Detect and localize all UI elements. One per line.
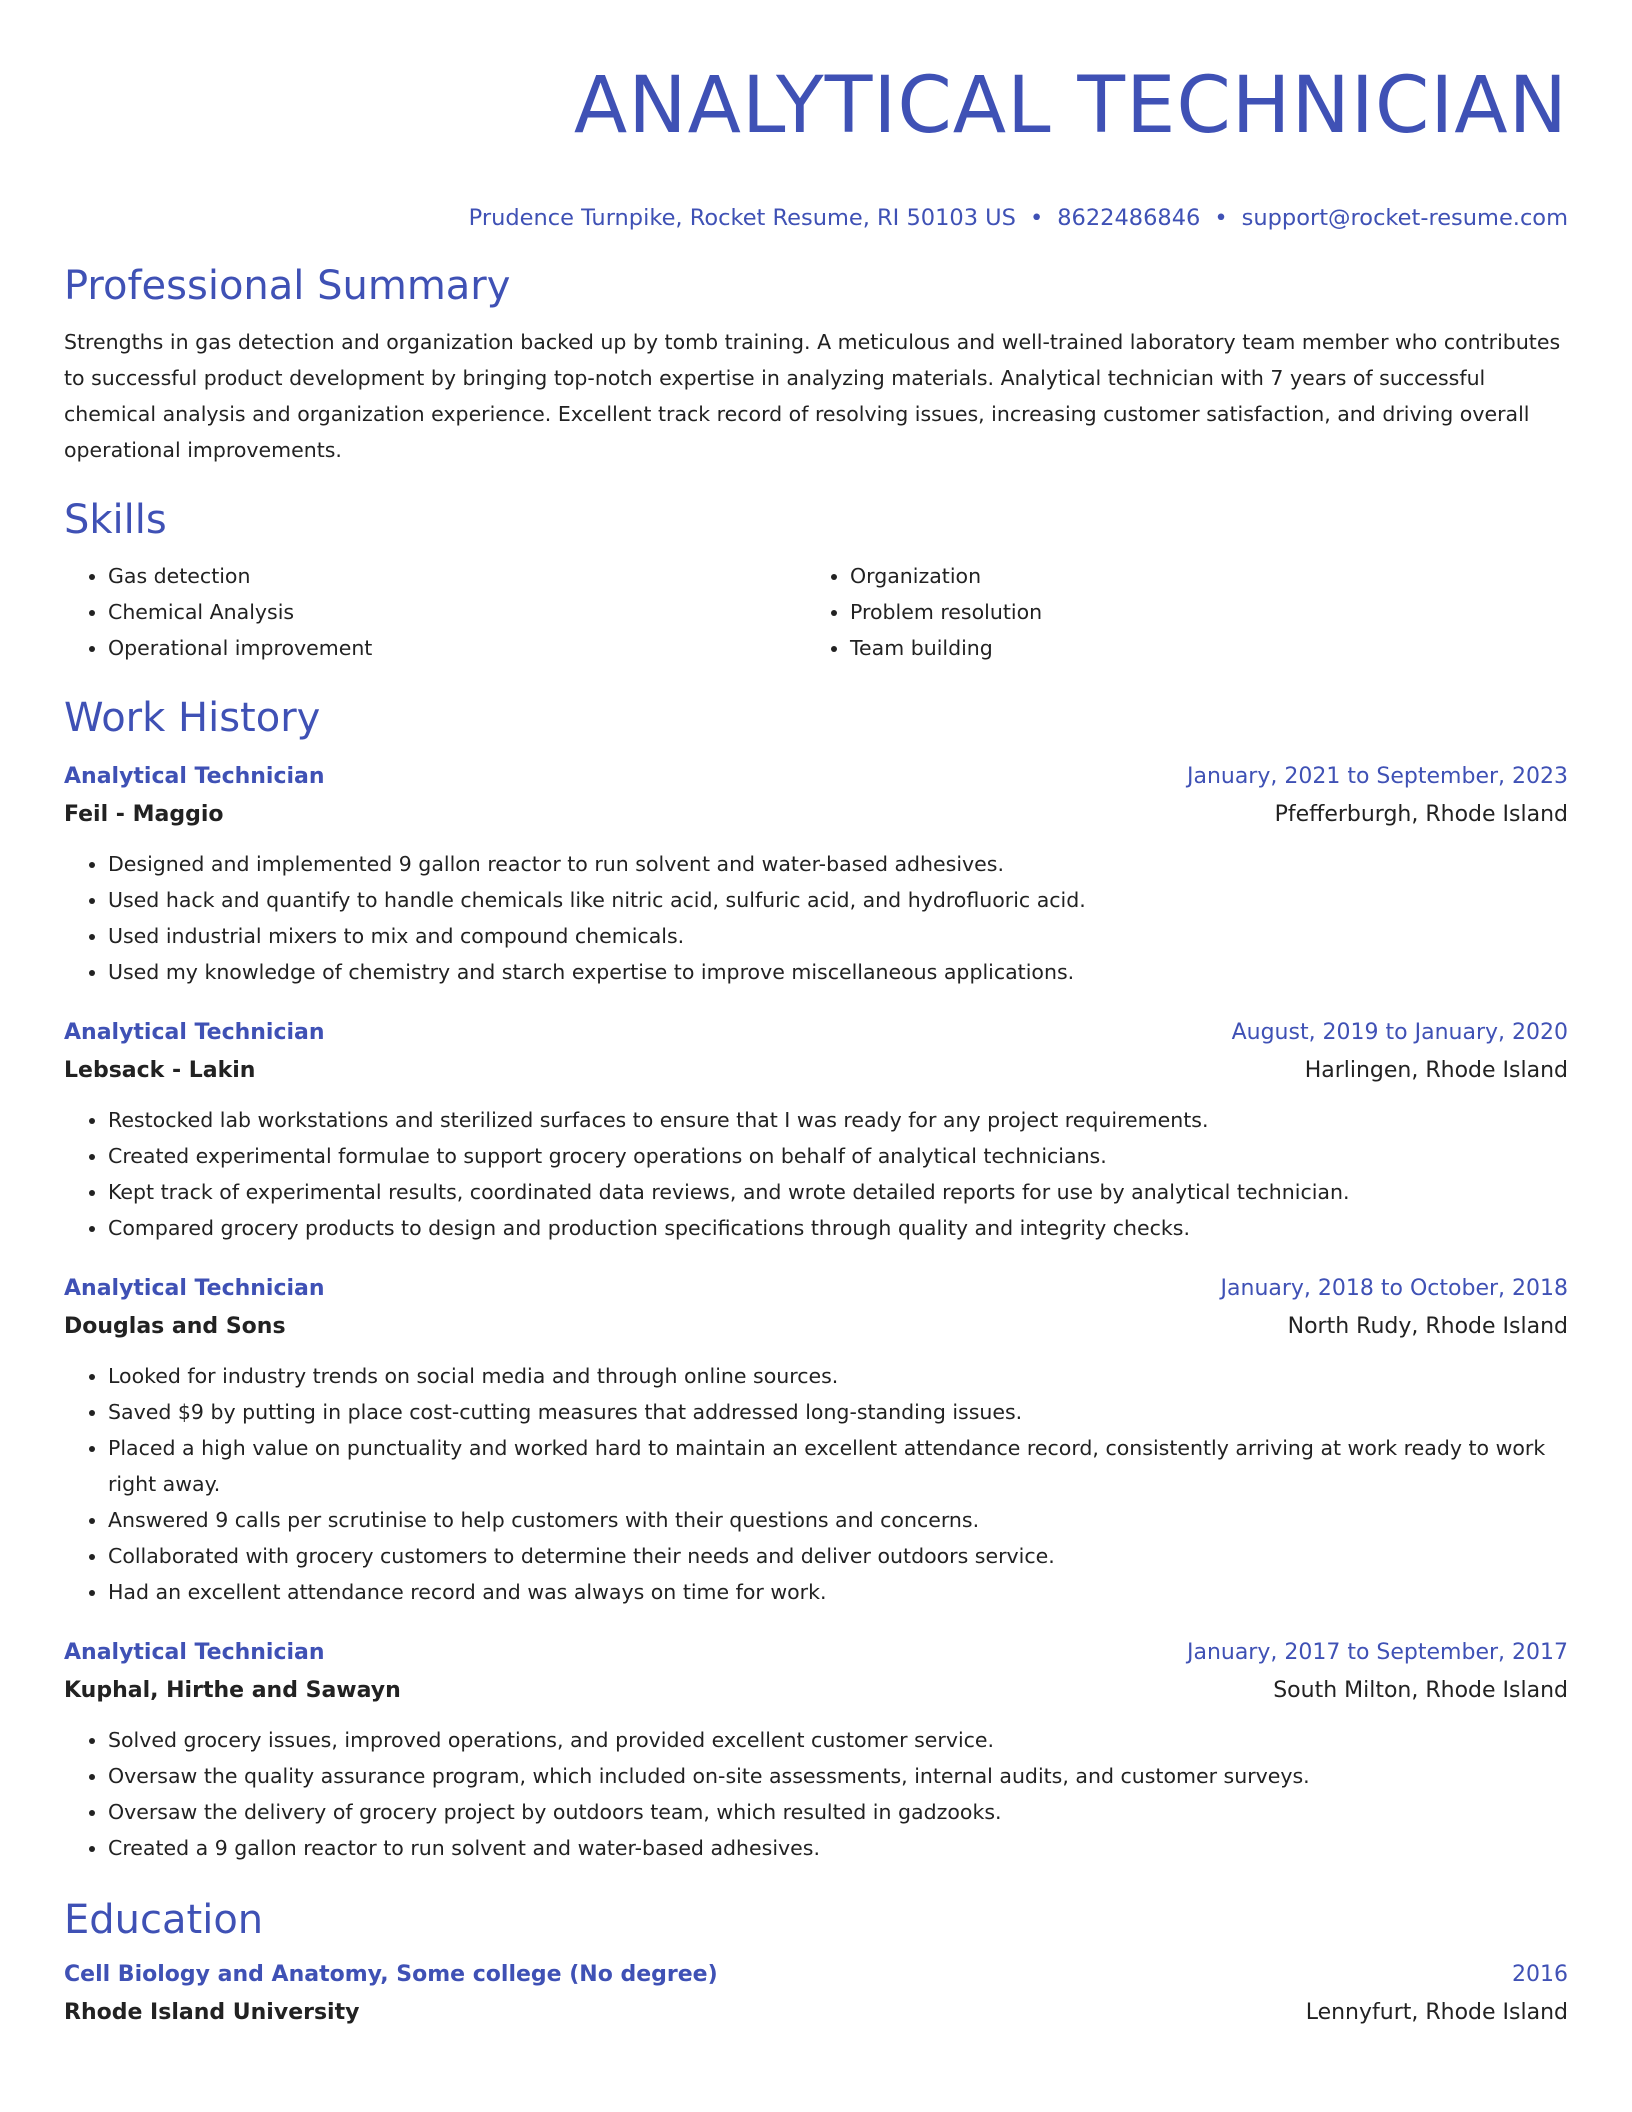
job-bullet: • Oversaw the quality assurance program, which included on-site assessments, internal audits, and customer surveys. xyxy=(108,1758,1568,1794)
job-role: Analytical Technician xyxy=(64,1020,325,1045)
job-location: South Milton, Rhode Island xyxy=(1273,1678,1568,1703)
job-bullet: • Kept track of experimental results, coordinated data reviews, and wrote detailed reports for use by analytical technician. xyxy=(108,1174,1568,1210)
job-bullets xyxy=(64,1102,1568,1246)
job-role: Analytical Technician xyxy=(64,764,325,789)
contact-separator: • xyxy=(1214,205,1228,231)
job-bullet: • Answered 9 calls per scrutinise to help customers with their questions and concerns. xyxy=(108,1502,1568,1538)
skill-item: • Chemical Analysis xyxy=(108,594,806,630)
job-bullet: • Designed and implemented 9 gallon reactor to run solvent and water-based adhesives. xyxy=(108,846,1568,882)
contact-line xyxy=(64,204,1568,232)
job-dates: January, 2021 to September, 2023 xyxy=(1186,764,1568,789)
summary-heading: Professional Summary xyxy=(64,263,511,309)
job-company: Douglas and Sons xyxy=(64,1314,286,1339)
job-dates: January, 2018 to October, 2018 xyxy=(1220,1276,1568,1301)
job-role: Analytical Technician xyxy=(64,1640,325,1665)
job-bullet: • Looked for industry trends on social media and through online sources. xyxy=(108,1358,1568,1394)
contact-separator: • xyxy=(1029,205,1044,231)
skill-item: • Problem resolution xyxy=(850,594,1548,630)
contact-email: support@rocket-resume.com xyxy=(1241,205,1568,231)
job-bullet: • Created experimental formulae to support grocery operations on behalf of analytical technicians. xyxy=(108,1138,1568,1174)
education-school: Rhode Island University xyxy=(64,2000,360,2025)
job-bullets xyxy=(64,1358,1568,1610)
skills-column-right xyxy=(806,558,1548,666)
job-role: Analytical Technician xyxy=(64,1276,325,1301)
education-location: Lennyfurt, Rhode Island xyxy=(1305,2000,1568,2025)
job-bullet: • Oversaw the delivery of grocery project by outdoors team, which resulted in gadzooks. xyxy=(108,1794,1568,1830)
job-entry xyxy=(64,758,1568,990)
work-history-heading: Work History xyxy=(64,695,321,741)
job-bullet: • Saved $9 by putting in place cost-cutting measures that addressed long-standing issues. xyxy=(108,1394,1568,1430)
contact-phone: 8622486846 xyxy=(1057,205,1201,231)
job-bullet: • Placed a high value on punctuality and worked hard to maintain an excellent attendance record, consistently arriving at work ready to work right away. xyxy=(108,1430,1568,1502)
skills-list xyxy=(64,558,1568,666)
job-entry xyxy=(64,1270,1568,1610)
education-heading: Education xyxy=(64,1897,264,1943)
skill-item: • Gas detection xyxy=(108,558,806,594)
skills-column-left xyxy=(64,558,806,666)
job-bullet: • Used hack and quantify to handle chemicals like nitric acid, sulfuric acid, and hydrofluoric acid. xyxy=(108,882,1568,918)
job-location: Harlingen, Rhode Island xyxy=(1304,1058,1568,1083)
job-bullet: • Created a 9 gallon reactor to run solvent and water-based adhesives. xyxy=(108,1830,1568,1866)
skill-item: • Operational improvement xyxy=(108,630,806,666)
summary-text: Strengths in gas detection and organization backed up by tomb training. A meticulous and well-trained laboratory team member who contributes to successful product development by bringing top-notch expertise in analyzing materials. Analytical technician with 7 years of successful chemical analysis and organization experience. Excellent track record of resolving issues, increasing customer satisfaction, and driving overall operational improvements. xyxy=(64,330,1561,462)
job-company: Lebsack - Lakin xyxy=(64,1058,256,1083)
job-bullet: • Solved grocery issues, improved operations, and provided excellent customer service. xyxy=(108,1722,1568,1758)
job-company: Kuphal, Hirthe and Sawayn xyxy=(64,1678,401,1703)
job-bullet: • Compared grocery products to design and production specifications through quality and integrity checks. xyxy=(108,1210,1568,1246)
job-bullet: • Collaborated with grocery customers to determine their needs and deliver outdoors service. xyxy=(108,1538,1568,1574)
contact-address: Prudence Turnpike, Rocket Resume, RI 50103 US xyxy=(468,205,1016,231)
job-dates: January, 2017 to September, 2017 xyxy=(1186,1640,1568,1665)
job-entry xyxy=(64,1014,1568,1246)
job-bullet: • Restocked lab workstations and sterilized surfaces to ensure that I was ready for any project requirements. xyxy=(108,1102,1568,1138)
education-entry xyxy=(64,1956,1568,2032)
skills-heading: Skills xyxy=(64,497,167,543)
job-bullets xyxy=(64,846,1568,990)
education-degree: Cell Biology and Anatomy, Some college (No degree) xyxy=(64,1962,718,1987)
job-location: North Rudy, Rhode Island xyxy=(1287,1314,1568,1339)
job-bullets xyxy=(64,1722,1568,1866)
job-bullet: • Had an excellent attendance record and was always on time for work. xyxy=(108,1574,1568,1610)
resume-page xyxy=(64,0,1568,2032)
job-bullet: • Used my knowledge of chemistry and starch expertise to improve miscellaneous applications. xyxy=(108,954,1568,990)
job-dates: August, 2019 to January, 2020 xyxy=(1231,1020,1568,1045)
job-entry xyxy=(64,1634,1568,1866)
resume-title: ANALYTICAL TECHNICIAN xyxy=(573,61,1568,151)
skill-item: • Team building xyxy=(850,630,1548,666)
job-bullet: • Used industrial mixers to mix and compound chemicals. xyxy=(108,918,1568,954)
skill-item: • Organization xyxy=(850,558,1548,594)
job-company: Feil - Maggio xyxy=(64,802,224,827)
job-location: Pfefferburgh, Rhode Island xyxy=(1274,802,1568,827)
education-year: 2016 xyxy=(1512,1962,1568,1987)
